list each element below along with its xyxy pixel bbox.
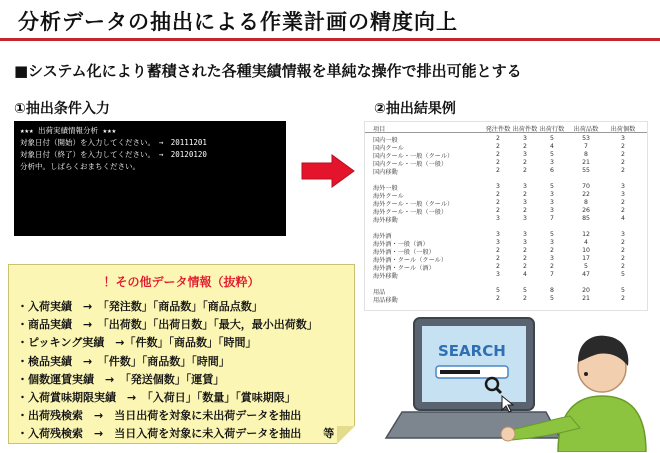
result-cell: 国内一般	[373, 137, 398, 144]
result-cell: 3	[550, 255, 554, 262]
note-item: ・入荷実績 → 「発注数」「商品数」「商品点数」	[17, 300, 263, 313]
result-cell: 2	[621, 247, 625, 254]
result-spacer-row	[365, 175, 647, 182]
result-cell: 3	[523, 135, 527, 142]
search-logo-text: SEARCH	[438, 342, 506, 360]
note-item: ・出荷残検索 → 当日出荷を対象に未出荷データを抽出	[17, 409, 302, 422]
note-item: ・ピッキング実績 →「件数」「商品数」「時間」	[17, 336, 257, 349]
result-cell: 海外クール	[373, 193, 404, 200]
result-row	[365, 135, 647, 142]
result-cell: 2	[621, 151, 625, 158]
console-line: ★★★ 出荷実績情報分析 ★★★	[20, 126, 117, 135]
note-item: ・入荷賞味期限実績 → 「入荷日」「数量」「賞味期限」	[17, 391, 296, 404]
result-cell: 2	[496, 295, 500, 302]
result-cell: 5	[496, 287, 500, 294]
result-cell: 2	[550, 263, 554, 270]
result-cell: 3	[523, 231, 527, 238]
result-cell: 2	[621, 207, 625, 214]
result-cell: 53	[582, 135, 590, 142]
right-arrow-icon	[300, 153, 356, 189]
result-cell: 2	[496, 255, 500, 262]
result-cell: 2	[496, 207, 500, 214]
title-underline	[0, 38, 660, 41]
result-cell: 21	[582, 295, 590, 302]
result-cell: 3	[523, 151, 527, 158]
result-row	[365, 295, 647, 302]
result-cell: 3	[496, 215, 500, 222]
result-cell: 3	[621, 231, 625, 238]
result-row	[365, 231, 647, 238]
person-at-laptop-illustration	[380, 316, 652, 452]
result-cell: 海外酒・クール（酒）	[373, 265, 435, 272]
result-cell: 3	[621, 183, 625, 190]
result-cell: 85	[582, 215, 590, 222]
result-cell: 5	[523, 287, 527, 294]
console-line: 対象日付（開始）を入力してください。 → 20111201	[20, 138, 207, 147]
result-cell: 2	[550, 247, 554, 254]
result-cell: 2	[621, 255, 625, 262]
result-cell: 用品移動	[373, 297, 398, 304]
result-row	[365, 271, 647, 278]
result-cell: 3	[496, 271, 500, 278]
result-row	[365, 215, 647, 222]
result-cell: 2	[496, 199, 500, 206]
result-cell: 55	[582, 167, 590, 174]
result-cell: 2	[496, 167, 500, 174]
result-cell: 3	[550, 199, 554, 206]
result-cell: 用品	[373, 289, 386, 296]
result-cell: 3	[523, 215, 527, 222]
page-title: 分析データの抽出による作業計画の精度向上	[18, 10, 458, 34]
result-header-cell: 出荷個数	[610, 126, 636, 133]
result-cell: 2	[496, 135, 500, 142]
note-item: ・入荷残検索 → 当日入荷を対象に未入荷データを抽出 等	[17, 427, 335, 440]
result-cell: 2	[523, 143, 527, 150]
note-item: ・検品実績 → 「件数」「商品数」「時間」	[17, 355, 230, 368]
result-cell: 2	[496, 263, 500, 270]
result-cell: 3	[621, 191, 625, 198]
result-cell: 70	[582, 183, 590, 190]
result-cell: 5	[621, 271, 625, 278]
result-cell: 17	[582, 255, 590, 262]
result-cell: 2	[496, 247, 500, 254]
result-cell: 20	[582, 287, 590, 294]
result-cell: 22	[582, 191, 590, 198]
result-cell: 2	[621, 199, 625, 206]
result-row	[365, 151, 647, 158]
other-data-info-note	[8, 264, 355, 444]
result-row	[365, 255, 647, 262]
result-cell: 海外酒	[373, 233, 392, 240]
result-table	[364, 121, 648, 311]
result-cell: 6	[550, 167, 554, 174]
result-cell: 国内クール・一般（一般）	[373, 161, 448, 168]
subtitle: ■システム化により蓄積された各種実績情報を単純な操作で排出可能とする	[14, 62, 522, 80]
result-cell: 海外移動	[373, 273, 398, 280]
result-row	[365, 247, 647, 254]
result-row	[365, 207, 647, 214]
result-cell: 47	[582, 271, 590, 278]
result-cell: 4	[550, 143, 554, 150]
result-cell: 3	[496, 231, 500, 238]
result-row	[365, 143, 647, 150]
result-cell: 2	[496, 151, 500, 158]
result-cell: 2	[523, 255, 527, 262]
result-cell: 2	[621, 295, 625, 302]
result-cell: 2	[523, 263, 527, 270]
result-header-cell: 出荷件数	[512, 126, 538, 133]
result-cell: 2	[523, 295, 527, 302]
result-cell: 5	[584, 263, 588, 270]
result-cell: 国内クール	[373, 145, 404, 152]
result-cell: 4	[621, 215, 625, 222]
result-cell: 4	[523, 271, 527, 278]
section-result-heading: ②抽出結果例	[374, 101, 456, 117]
result-cell: 8	[584, 151, 588, 158]
result-cell: 国内クール・一般（クール）	[373, 153, 454, 160]
result-cell: 3	[523, 239, 527, 246]
result-header-cell: 出荷行数	[539, 126, 565, 133]
result-cell: 海外酒・クール（クール）	[373, 257, 448, 264]
result-cell: 7	[550, 215, 554, 222]
result-cell: 海外一般	[373, 185, 398, 192]
result-row	[365, 263, 647, 270]
result-cell: 海外移動	[373, 217, 398, 224]
result-cell: 海外酒・一般（酒）	[373, 241, 429, 248]
result-cell: 3	[523, 199, 527, 206]
result-header-cell: 出荷品数	[573, 126, 599, 133]
note-title: ！その他データ情報（抜粋）	[103, 275, 260, 289]
result-cell: 5	[550, 135, 554, 142]
result-cell: 8	[550, 287, 554, 294]
section-input-heading: ①抽出条件入力	[14, 101, 110, 117]
result-cell: 8	[584, 199, 588, 206]
result-cell: 5	[621, 287, 625, 294]
result-cell: 2	[621, 159, 625, 166]
result-cell: 3	[621, 135, 625, 142]
result-cell: 2	[523, 191, 527, 198]
result-cell: 3	[550, 159, 554, 166]
result-cell: 2	[621, 167, 625, 174]
result-cell: 3	[496, 239, 500, 246]
result-cell: 2	[621, 239, 625, 246]
result-cell: 2	[523, 167, 527, 174]
result-cell: 2	[621, 263, 625, 270]
result-row	[365, 239, 647, 246]
result-cell: 海外クール・一般（一般）	[373, 209, 448, 216]
note-fold	[337, 426, 355, 444]
result-cell: 2	[496, 159, 500, 166]
result-row	[365, 199, 647, 206]
result-header-cell: 項目	[373, 126, 386, 133]
result-cell: 2	[523, 159, 527, 166]
result-cell: 2	[523, 207, 527, 214]
result-cell: 5	[550, 151, 554, 158]
result-row	[365, 159, 647, 166]
result-cell: 2	[496, 191, 500, 198]
result-cell: 4	[584, 239, 588, 246]
result-cell: 海外酒・一般（一般）	[373, 249, 435, 256]
result-row	[365, 191, 647, 198]
result-spacer-row	[365, 223, 647, 230]
result-cell: 5	[550, 295, 554, 302]
result-cell: 3	[523, 183, 527, 190]
result-cell: 10	[582, 247, 590, 254]
result-cell: 3	[550, 191, 554, 198]
result-cell: 7	[584, 143, 588, 150]
result-cell: 2	[621, 143, 625, 150]
console-line: 分析中。しばらくおまちください。	[20, 162, 140, 171]
result-cell: 海外クール・一般（クール）	[373, 201, 454, 208]
note-item: ・商品実績 → 「出荷数」「出荷日数」「最大，最小出荷数」	[17, 318, 318, 331]
result-row	[365, 167, 647, 174]
console-window	[14, 121, 286, 236]
result-row	[365, 287, 647, 294]
result-cell: 5	[550, 183, 554, 190]
result-cell: 26	[582, 207, 590, 214]
result-header	[365, 122, 647, 133]
result-cell: 国内移動	[373, 169, 398, 176]
result-spacer-row	[365, 279, 647, 286]
result-cell: 7	[550, 271, 554, 278]
result-cell: 2	[496, 143, 500, 150]
result-cell: 3	[550, 207, 554, 214]
result-row	[365, 183, 647, 190]
result-cell: 12	[582, 231, 590, 238]
result-cell: 2	[523, 247, 527, 254]
result-cell: 21	[582, 159, 590, 166]
result-cell: 5	[550, 231, 554, 238]
result-cell: 3	[550, 239, 554, 246]
result-cell: 3	[496, 183, 500, 190]
note-item: ・個数運賃実績 → 「発送個数」「運賃」	[17, 373, 225, 386]
console-line: 対象日付（終了）を入力してください。 → 20120120	[20, 150, 207, 159]
result-header-cell: 発注件数	[485, 126, 511, 133]
